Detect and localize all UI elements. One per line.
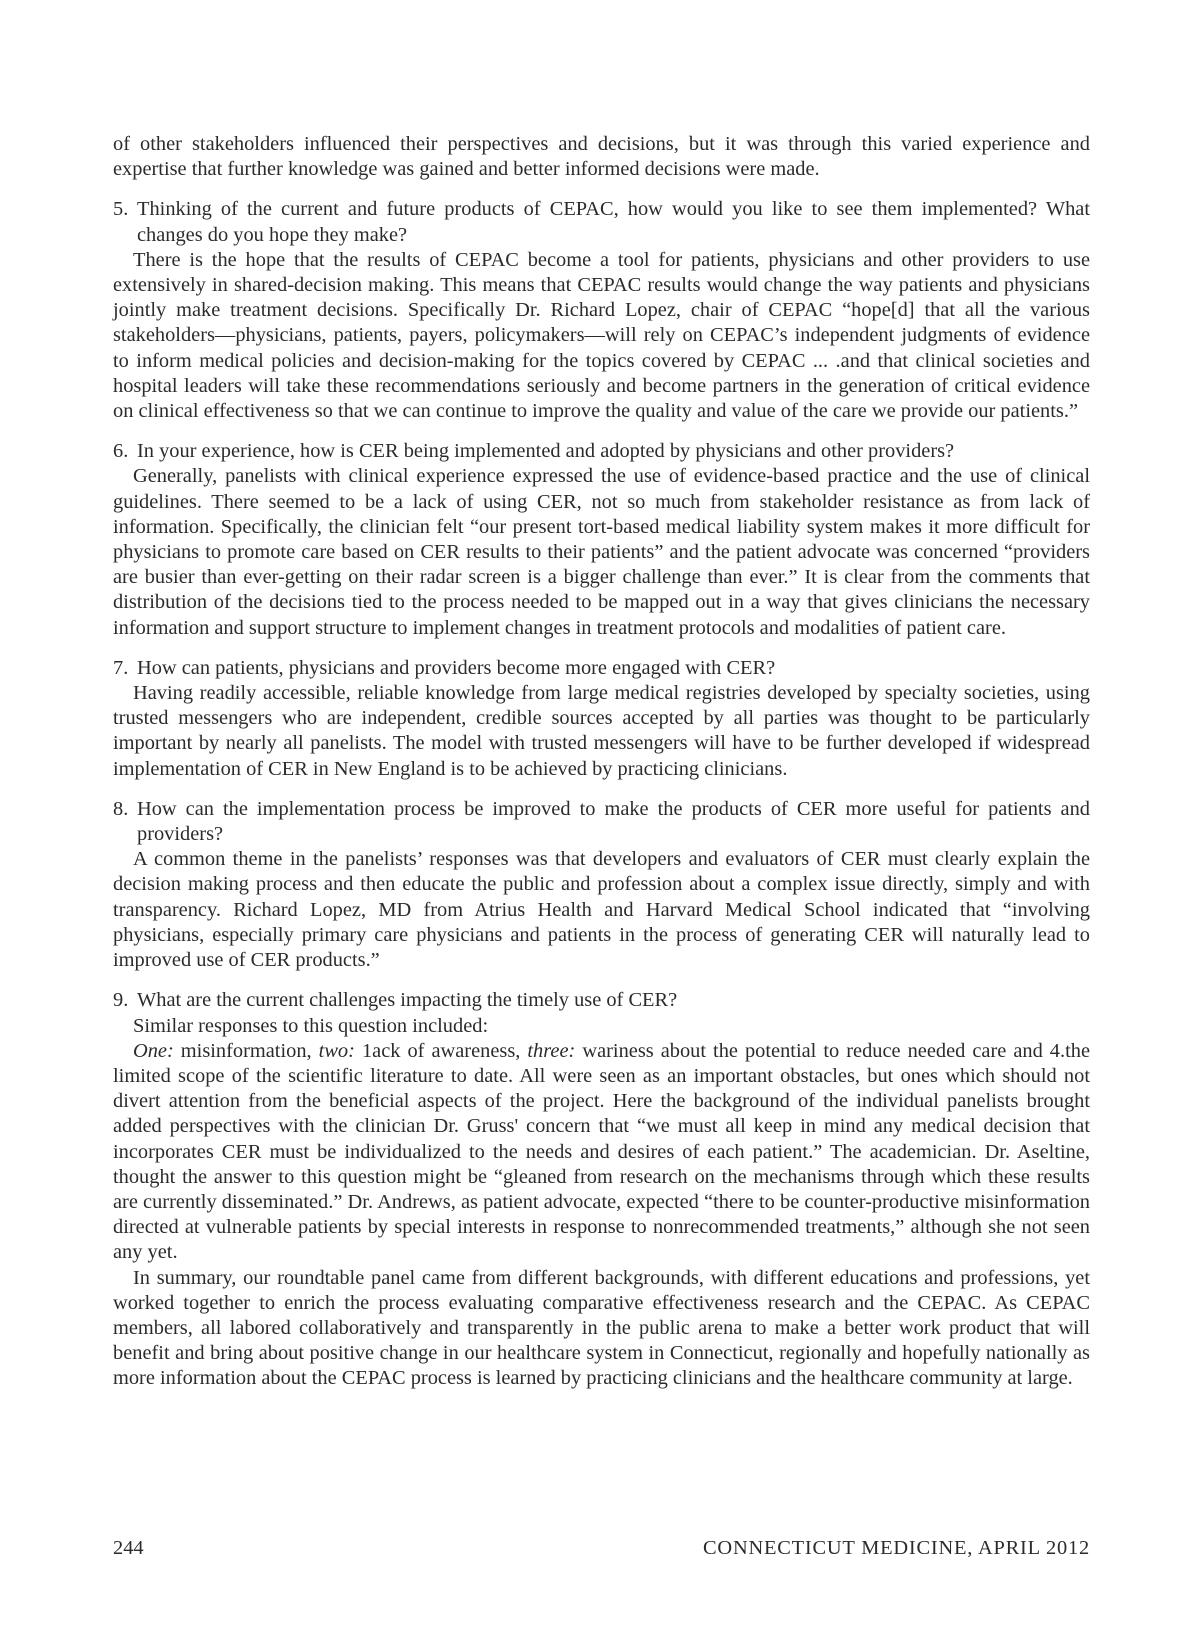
- question-6-text: In your experience, how is CER being implemented and adopted by physicians and other providers?: [137, 440, 955, 463]
- question-5-text: Thinking of the current and future products of CEPAC, how would you like to see them implemented? What changes do you hope they make?: [137, 198, 1090, 246]
- answer-6: Generally, panelists with clinical experience expressed the use of evidence-based practice and the use of clinical guidelines. There seemed to be a lack of using CER, not so much from stakeholder resistance as from lack of information. Specifically, the clinician felt “our present tort-based medical liability system makes it more difficult for physicians to promote care based on CER results to their patients” and the patient advocate was concerned “providers are busier than ever-getting on their radar screen is a bigger challenge than ever.” It is clear from the comments that distribution of the decisions tied to the process needed to be mapped out in a way that gives clinicians the necessary information and support structure to implement changes in treatment protocols and modalities of patient care.: [113, 465, 1090, 639]
- question-9-number: 9.: [113, 989, 129, 1012]
- question-5-number: 5.: [113, 198, 129, 221]
- summary-paragraph: In summary, our roundtable panel came from different backgrounds, with different educations and professions, yet worked together to enrich the process evaluating comparative effectiveness research and the CEPAC. As CEPAC members, all labored collaboratively and transparently in the public arena to make a better work product that will benefit and bring about positive change in our healthcare system in Connecticut, regionally and hopefully nationally as more information about the CEPAC process is learned by practicing clinicians and the healthcare community at large.: [113, 1266, 1090, 1390]
- answer-9-three-label: three:: [527, 1039, 576, 1062]
- answer-9-two-label: two:: [318, 1039, 355, 1062]
- question-5: [113, 197, 1090, 247]
- question-9: [113, 988, 1090, 1013]
- answer-8: A common theme in the panelists’ responses was that developers and evaluators of CER must clearly explain the decision making process and then educate the public and profession about a complex issue directly, simply and with transparency. Richard Lopez, MD from Atrius Health and Harvard Medical School indicated that “involving physicians, especially primary care physicians and patients in the process of generating CER will naturally lead to improved use of CER products.”: [113, 848, 1090, 972]
- question-8-text: How can the implementation process be improved to make the products of CER more useful for patients and providers?: [137, 797, 1090, 846]
- question-8-number: 8.: [113, 797, 129, 820]
- page-number: 244: [113, 1537, 144, 1559]
- answer-7: Having readily accessible, reliable knowledge from large medical registries developed by specialty societies, using trusted messengers who are independent, credible sources accepted by all parties was thought to be particularly important by nearly all panelists. The model with trusted messengers will have to be further developed if widespread implementation of CER in New England is to be achieved by practicing clinicians.: [113, 682, 1090, 780]
- journal-title: CONNECTICUT MEDICINE, APRIL 2012: [703, 1537, 1090, 1559]
- answer-9-lead: Similar responses to this question included:: [133, 1014, 489, 1037]
- question-7-text: How can patients, physicians and providers become more engaged with CER?: [137, 656, 776, 679]
- answer-9-two-text: 1ack of awareness,: [354, 1039, 528, 1062]
- article-body: [113, 132, 1090, 1392]
- question-6-number: 6.: [113, 440, 129, 463]
- answer-9-one-text: misinformation,: [173, 1039, 319, 1062]
- question-6: [113, 439, 1090, 464]
- answer-9-body: [113, 1039, 1090, 1266]
- answer-5: There is the hope that the results of CEPAC become a tool for patients, physicians and other providers to use extensively in shared-decision making. This means that CEPAC results would change the way patients and physicians jointly make treatment decisions. Specifically Dr. Richard Lopez, chair of CEPAC “hope[d] that all the various stakeholders—physicians, patients, payers, policymakers—will rely on CEPAC’s independent judgments of evidence to inform medical policies and decision-making for the topics covered by CEPAC ... .and that clinical societies and hospital leaders will take these recommendations seriously and become partners in the generation of critical evidence on clinical effectiveness so that we can continue to improve the quality and value of the care we provide our patients.”: [113, 248, 1090, 423]
- answer-9-one-label: One:: [133, 1039, 174, 1062]
- question-8: [113, 797, 1090, 847]
- answer-9-rest: wariness about the potential to reduce needed care and 4.the limited scope of the scientific literature to date. All were seen as an important obstacles, but ones which should not divert attention from the beneficial aspects of the project. Here the background of the individual panelists brought added perspectives with the clinician Dr. Gruss' concern that “we must all keep in mind any medical decision that incorporates CER must be individualized to the needs and desires of each patient.” The academician. Dr. Aseltine, thought the answer to this question might be “gleaned from research on the mechanisms through which these results are currently disseminated.” Dr. Andrews, as patient advocate, expected “there to be counter-productive misinformation directed at vulnerable patients by special interests in response to nonrecommended treatments,” although she not seen any yet.: [113, 1039, 1091, 1264]
- question-9-text: What are the current challenges impacting the timely use of CER?: [137, 989, 678, 1012]
- question-7-number: 7.: [113, 656, 129, 679]
- question-7: [113, 656, 1090, 681]
- intro-paragraph: of other stakeholders influenced their perspectives and decisions, but it was through this varied experience and expertise that further knowledge was gained and better informed decisions were made.: [113, 133, 1090, 181]
